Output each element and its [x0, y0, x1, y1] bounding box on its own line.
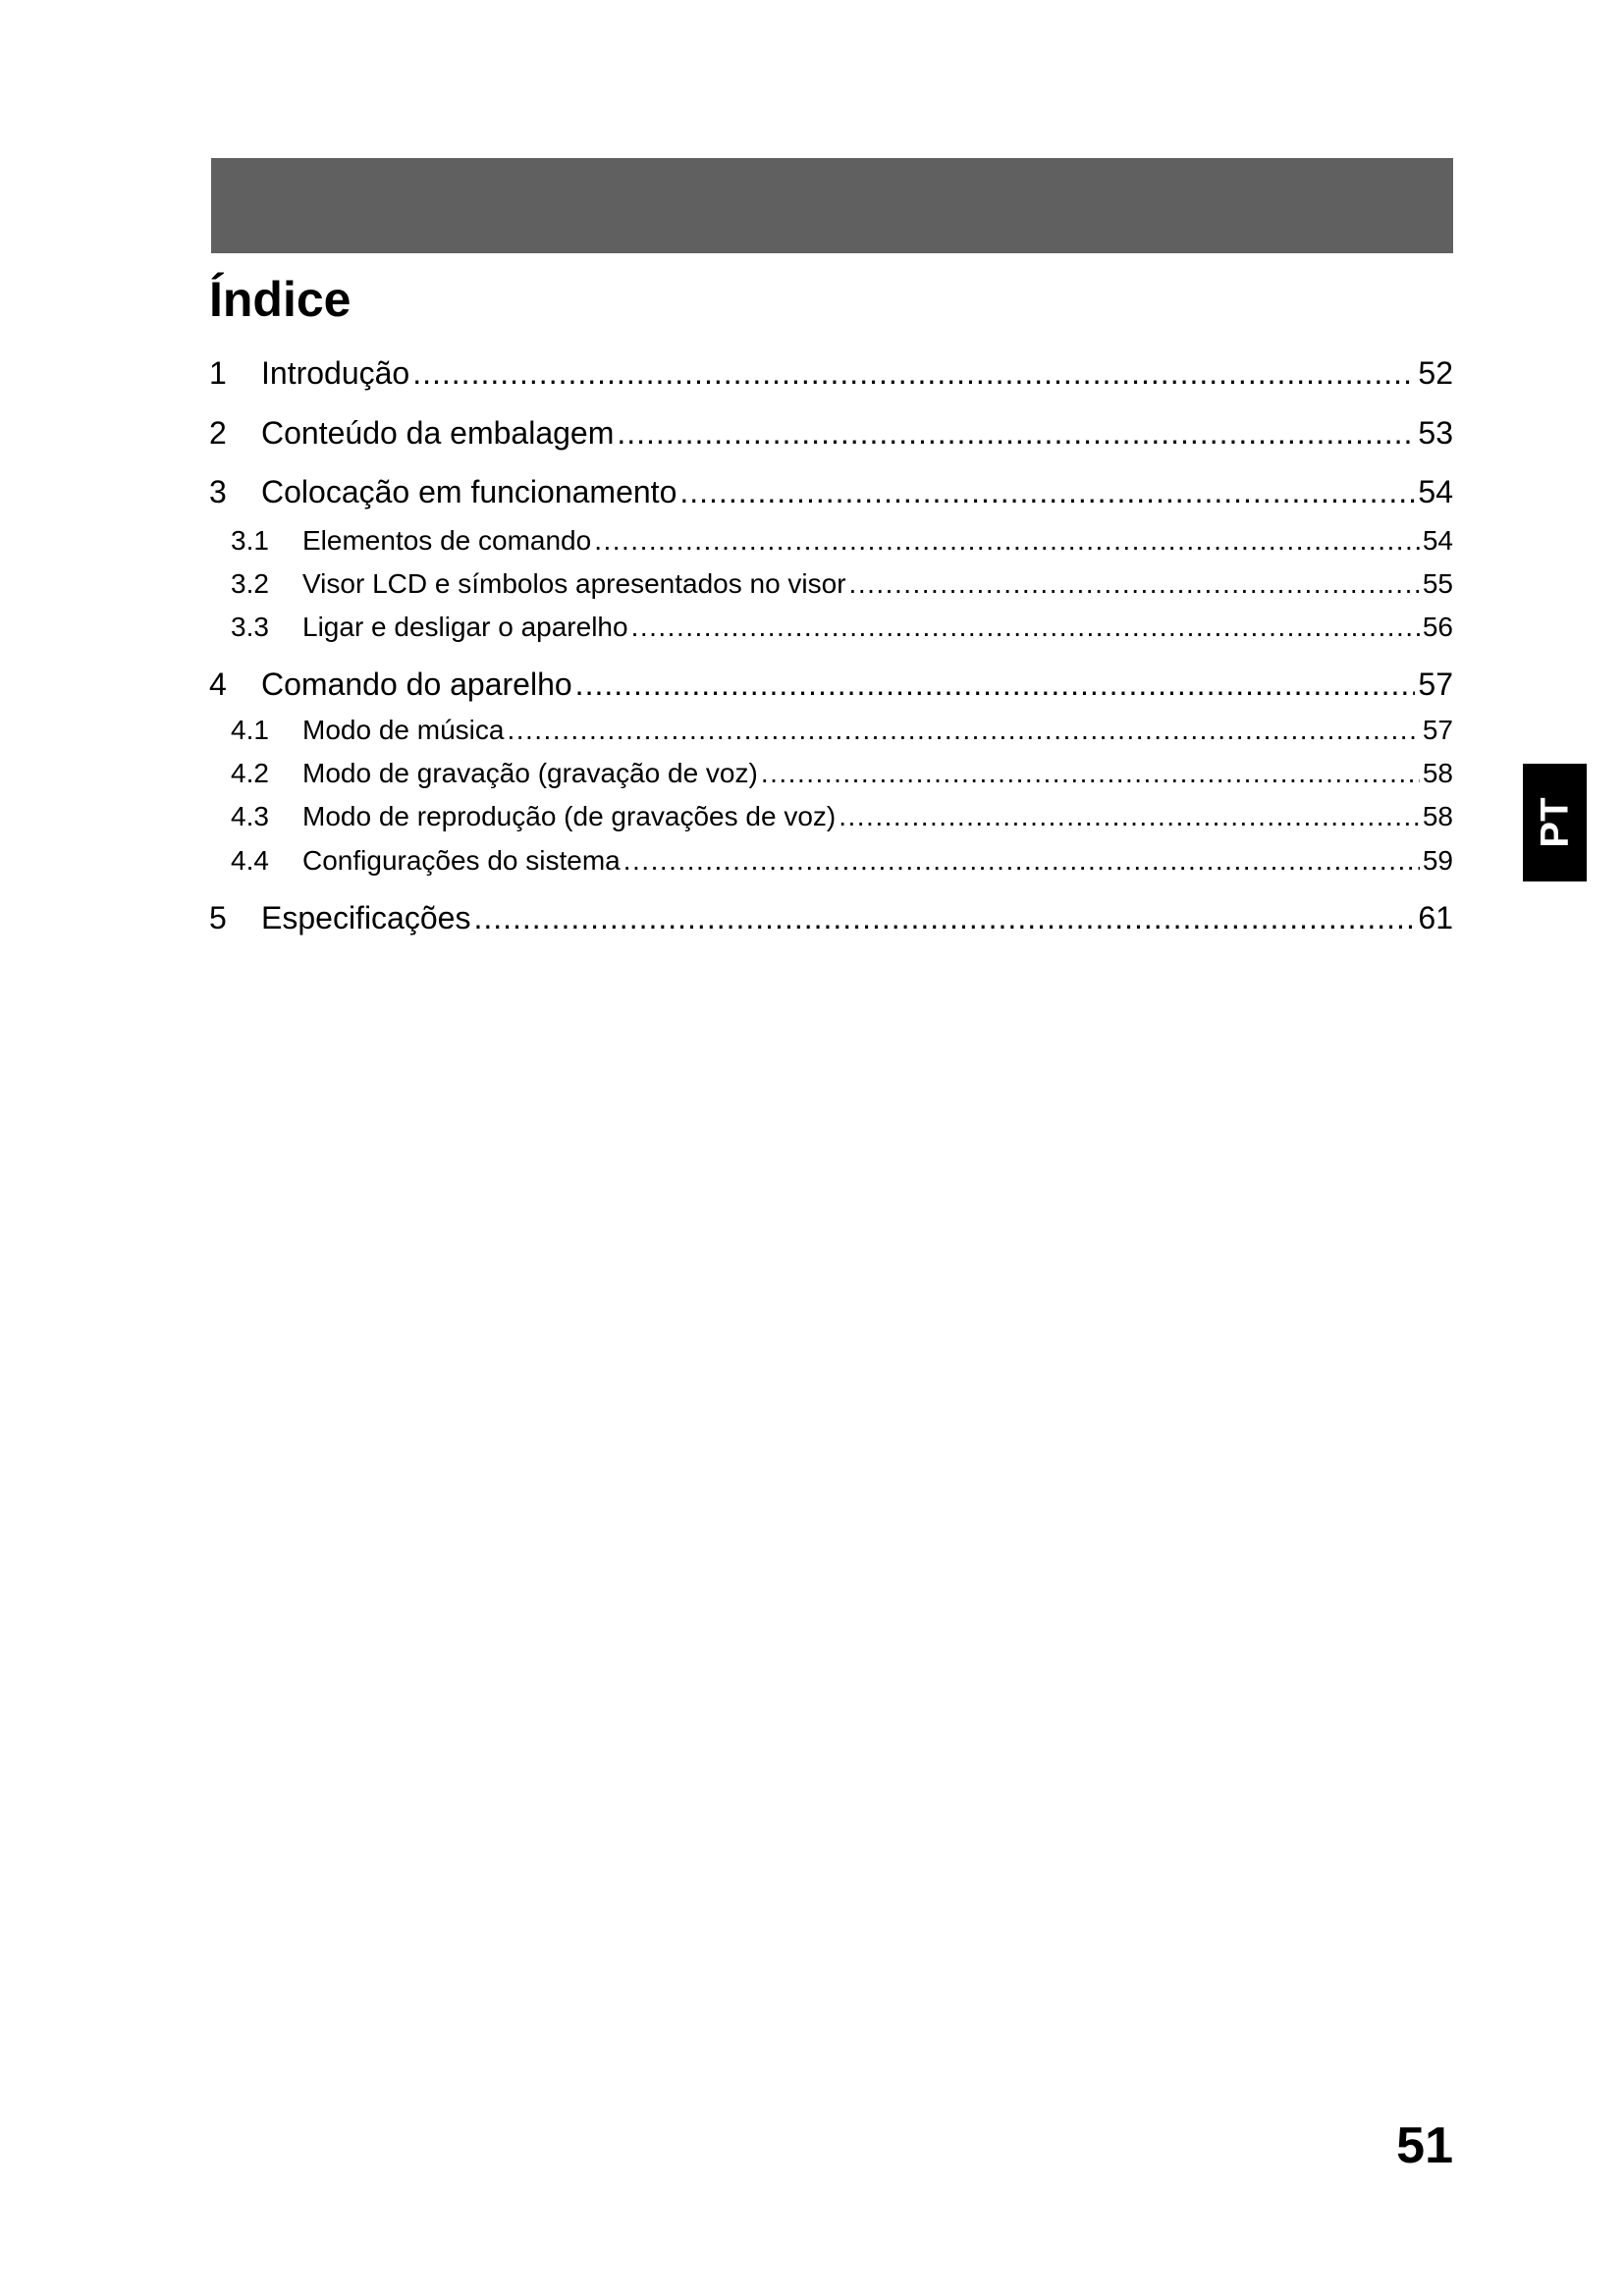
toc-entry-number: 4.2: [231, 758, 269, 788]
dot-leader: [679, 474, 1415, 510]
toc-entry-page: 54: [1422, 525, 1453, 556]
toc-entry-number: 3.1: [231, 525, 269, 556]
toc-entry-page: 59: [1422, 845, 1453, 876]
toc-subentry[interactable]: [209, 715, 1453, 746]
toc-entry-number: 2: [209, 415, 227, 451]
toc-entry-label: Elementos de comando: [302, 525, 592, 556]
page-title: Índice: [209, 272, 352, 327]
toc-entry-label: Modo de música: [302, 715, 505, 745]
toc-subentry[interactable]: [209, 525, 1453, 557]
language-tab-label: PT: [1533, 797, 1577, 848]
toc-subentry[interactable]: [209, 758, 1453, 789]
toc-entry[interactable]: [209, 667, 1453, 703]
dot-leader: [473, 900, 1415, 936]
toc-entry[interactable]: [209, 474, 1453, 510]
dot-leader: [839, 801, 1420, 832]
toc-entry-label: Especificações: [261, 900, 471, 935]
toc-subentry[interactable]: [209, 845, 1453, 877]
dot-leader: [575, 667, 1416, 703]
toc-entry-label: Visor LCD e símbolos apresentados no visor: [302, 568, 846, 599]
header-bar: [211, 158, 1453, 253]
toc-entry-page: 58: [1422, 758, 1453, 788]
dot-leader: [761, 758, 1420, 789]
language-tab: [1523, 764, 1587, 881]
toc-subentry[interactable]: [209, 801, 1453, 832]
dot-leader: [412, 355, 1415, 392]
toc-subentry[interactable]: [209, 612, 1453, 643]
toc-entry-page: 56: [1422, 612, 1453, 642]
toc-entry-label: Modo de reprodução (de gravações de voz): [302, 801, 837, 831]
page-number: 51: [1396, 2117, 1453, 2174]
toc-entry-label: Configurações do sistema: [302, 845, 621, 876]
dot-leader: [623, 845, 1420, 877]
toc-entry-label: Comando do aparelho: [261, 667, 572, 702]
dot-leader: [849, 568, 1420, 600]
toc-entry-page: 57: [1418, 667, 1453, 702]
toc-entry-label: Conteúdo da embalagem: [261, 415, 615, 451]
toc-entry-number: 3: [209, 474, 227, 509]
toc-entry-number: 5: [209, 900, 227, 935]
toc-entry[interactable]: [209, 415, 1453, 452]
toc-entry-number: 1: [209, 355, 227, 391]
toc-entry-number: 3.2: [231, 568, 269, 599]
toc-entry-page: 58: [1422, 801, 1453, 831]
toc-entry-page: 55: [1422, 568, 1453, 599]
toc-entry-number: 4.3: [231, 801, 269, 831]
toc-entry-page: 57: [1422, 715, 1453, 745]
toc-entry[interactable]: [209, 355, 1453, 392]
dot-leader: [507, 715, 1419, 746]
toc-entry-label: Ligar e desligar o aparelho: [302, 612, 628, 642]
dot-leader: [594, 525, 1420, 557]
toc-entry-label: Colocação em funcionamento: [261, 474, 677, 509]
dot-leader: [617, 415, 1415, 452]
toc-entry-number: 4.1: [231, 715, 269, 745]
toc-entry[interactable]: [209, 900, 1453, 936]
toc-entry-label: Introdução: [261, 355, 410, 391]
toc-entry-number: 4.4: [231, 845, 269, 876]
toc-entry-page: 53: [1418, 415, 1453, 451]
toc-entry-number: 3.3: [231, 612, 269, 642]
toc-entry-page: 54: [1418, 474, 1453, 509]
toc-entry-number: 4: [209, 667, 227, 702]
dot-leader: [631, 612, 1420, 643]
toc-subentry[interactable]: [209, 568, 1453, 600]
toc-entry-page: 61: [1418, 900, 1453, 935]
toc-entry-label: Modo de gravação (gravação de voz): [302, 758, 758, 788]
toc-entry-page: 52: [1418, 355, 1453, 391]
